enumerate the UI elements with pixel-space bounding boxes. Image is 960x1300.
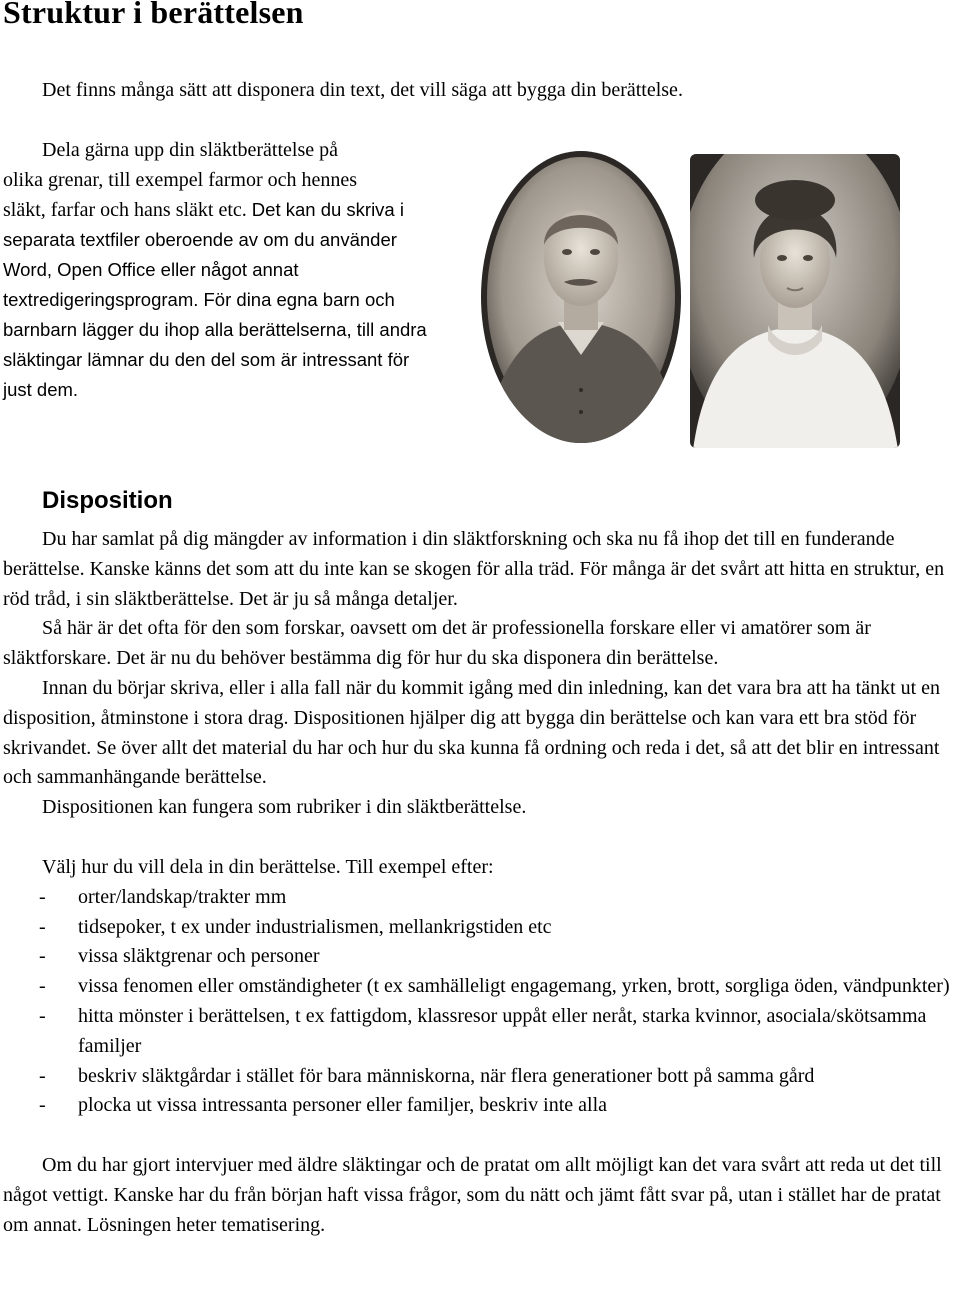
paragraph-2: Så här är det ofta för den som forskar, oavsett om det är professionella forskare eller vi amatörer som är släktforskare. Det är nu du behöver bestämma dig för hur du ska disponera din berättelse. (3, 617, 871, 670)
list-item (3, 1002, 958, 1062)
disposition-body (3, 525, 958, 1241)
list-item (3, 913, 958, 943)
division-list (3, 883, 958, 1121)
branch-line-1: Dela gärna upp din släktberättelse på (42, 139, 338, 161)
list-item-text: hitta mönster i berättelsen, t ex fattigdom, klassresor uppåt eller neråt, starka kvinnor, asociala/skötsamma familjer (78, 1004, 927, 1057)
portrait-photos-svg (478, 150, 903, 450)
list-item-text: beskriv släktgårdar i stället för bara människorna, när flera generationer bott på samma gård (78, 1064, 815, 1087)
list-dash: - (39, 915, 46, 938)
list-item (3, 883, 958, 913)
list-item-text: tidsepoker, t ex under industrialismen, mellankrigstiden etc (78, 915, 552, 938)
branch-line-3: släkt, farfar och hans släkt etc. (3, 199, 247, 221)
list-item-text: plocka ut vissa intressanta personer eller familjer, beskriv inte alla (78, 1094, 608, 1117)
spacer (3, 1121, 958, 1151)
paragraph-1: Du har samlat på dig mängder av information i din släktforskning och ska nu få ihop det till en funderande berättelse. Kanske känns det som att du inte kan se skogen för alla träd. För många är det svårt att hitta en struktur, en röd tråd, i sin släktberättelse. Det är ju så många detaljer. (3, 528, 945, 610)
paragraph-6: Om du har gjort intervjuer med äldre släktingar och de pratat om allt möjligt kan det vara svårt att reda ut det till något vettigt. Kanske har du från början haft vissa frågor, som du nätt och jämt fått svar på, utan i stället har de pratat om annat. Lösningen heter tematisering. (3, 1154, 942, 1236)
portrait-man (481, 151, 683, 450)
paragraph-5: Välj hur du vill dela in din berättelse. Till exempel efter: (42, 855, 494, 878)
branch-paragraph (3, 135, 443, 405)
list-dash: - (39, 885, 46, 908)
list-item (3, 1062, 958, 1092)
paragraph-3: Innan du börjar skriva, eller i alla fall när du kommit igång med din inledning, kan det vara bra att ha tänkt ut en disposition, åtminstone i stora drag. Dispositionen hjälper dig att bygga din berättelse och kan vara ett bra stöd för skrivandet. Se över allt det material du har och hur du ska kunna få ordning och reda i det, så att det blir en intressant och sammanhängande berättelse. (3, 676, 941, 789)
list-dash: - (39, 975, 46, 998)
branch-sans-text: Det kan du skriva i separata textfiler oberoende av om du använder Word, Open Office eller något annat textredigeringsprogram. För dina egna barn och barnbarn lägger du ihop alla berättelserna, till andra släktingar lämnar du den del som är intressant för just dem. (3, 199, 427, 400)
list-dash: - (39, 1004, 46, 1027)
list-dash: - (39, 1094, 46, 1117)
list-item (3, 972, 958, 1002)
portrait-woman (677, 150, 903, 450)
section-heading-disposition: Disposition (42, 487, 173, 514)
list-item-text: vissa släktgrenar och personer (78, 945, 320, 968)
spacer (3, 823, 958, 853)
list-dash: - (39, 1064, 46, 1087)
list-item-text: orter/landskap/trakter mm (78, 885, 287, 908)
paragraph-4: Dispositionen kan fungera som rubriker i din släktberättelse. (42, 796, 527, 819)
list-item-text: vissa fenomen eller omständigheter (t ex samhälleligt engagemang, yrken, brott, sorgliga öden, vändpunkter) (78, 975, 950, 998)
list-dash: - (39, 945, 46, 968)
page-title: Struktur i berättelsen (3, 0, 304, 30)
list-item (3, 1091, 958, 1121)
intro-paragraph: Det finns många sätt att disponera din text, det vill säga att bygga din berättelse. (42, 79, 683, 101)
portrait-photos (478, 150, 903, 450)
list-item (3, 942, 958, 972)
branch-line-2: olika grenar, till exempel farmor och hennes (3, 169, 358, 191)
